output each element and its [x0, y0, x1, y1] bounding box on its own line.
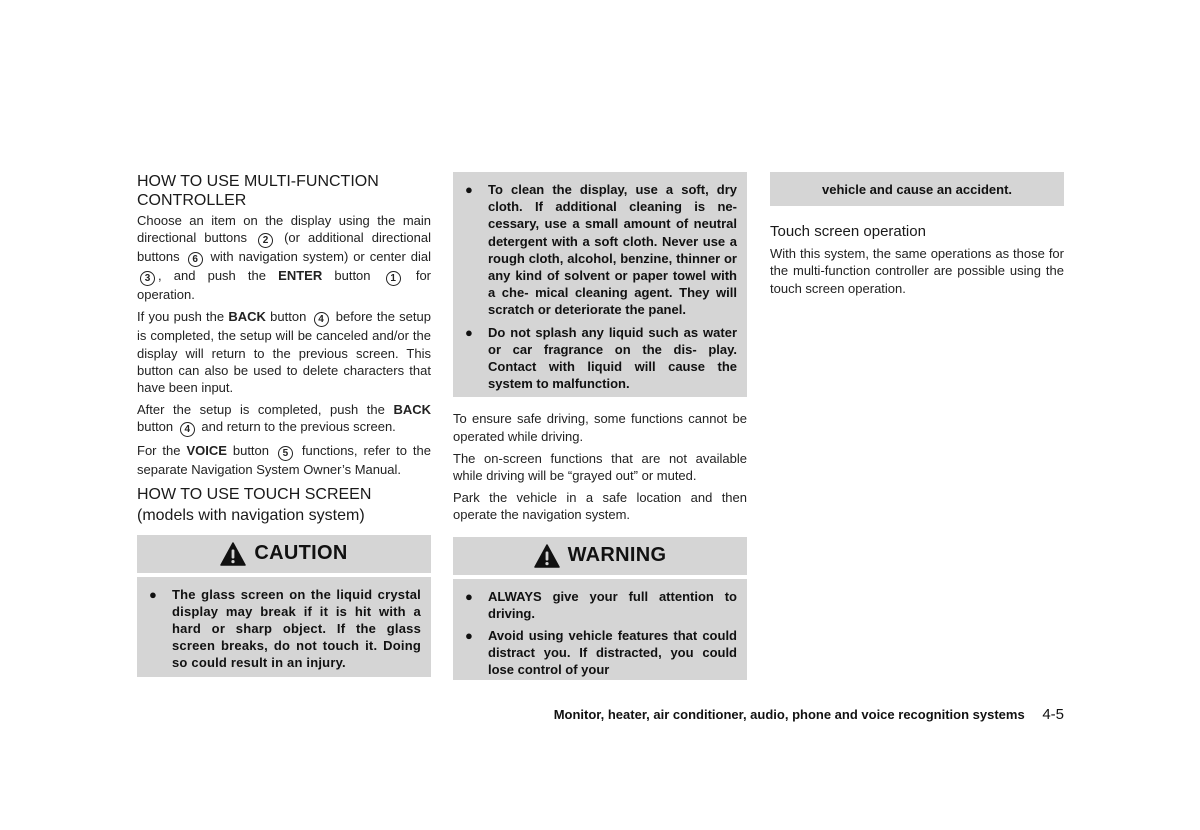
caution-label: CAUTION: [254, 542, 348, 565]
warning-triangle-icon: [220, 542, 246, 566]
footer-section-title: Monitor, heater, air conditioner, audio, phone and voice recognition systems: [553, 707, 1025, 722]
paragraph-safe-driving: To ensure safe driving, some functions cannot be operated while driving.: [453, 411, 747, 444]
warning-item: ● ALWAYS give your full attention to driving.: [465, 588, 737, 621]
caution-body-continued: [453, 172, 747, 397]
warning-label: WARNING: [567, 544, 667, 567]
paragraph-back-button: If you push the BACK button 4 before the setup is completed, the setup will be canceled and/or the display will return to the previous screen. This button can also be used to delete characters that have been input.: [137, 309, 431, 396]
warning-item: ● Avoid using vehicle features that could distract you. If distracted, you could lose control of your: [465, 628, 737, 678]
caution-item: ● The glass screen on the liquid crystal display may break if it is hit with a hard or sharp object. If the glass screen breaks, do not touch it. Doing so could result in an injury.: [149, 586, 421, 671]
bullet-icon: ●: [465, 324, 473, 340]
keyword-enter: ENTER: [278, 268, 323, 284]
page-footer: [453, 706, 1064, 723]
callout-1-icon: 1: [386, 271, 401, 286]
page-number: 4-5: [1042, 706, 1064, 723]
heading-touch-screen: HOW TO USE TOUCH SCREEN: [137, 485, 372, 503]
callout-5-icon: 5: [278, 446, 293, 461]
keyword-voice: VOICE: [186, 443, 227, 459]
bullet-icon: ●: [465, 182, 473, 197]
callout-4-icon: 4: [314, 312, 329, 327]
paragraph-choose-item: Choose an item on the display using the main directional buttons 2 (or additional directional buttons 6 with navigation system) or center dial 3 , and push the ENTER button 1 for operation.: [137, 213, 432, 303]
paragraph-after-setup: After the setup is completed, push the BACK button 4 and return to the previous screen.: [137, 402, 431, 436]
warning-body-continued: vehicle and cause an accident.: [770, 172, 1064, 206]
caution-item: ● Do not splash any liquid such as water or car fragrance on the dis- play. Contact with liquid will cause the system to malfunction.: [465, 324, 737, 392]
heading-touch-screen-sub: (models with navigation system): [137, 506, 365, 524]
warning-triangle-icon: [534, 544, 560, 568]
caution-item: ● To clean the display, use a soft, dry cloth. If additional cleaning is ne- cessary, use a small amount of neutral detergent with a soft cloth. Never use a rough cloth, alcohol, benzine, thinner or any kind of solvent or paper towel with a che- mical cleaning agent. They will scratch or deteriorate the panel.: [465, 182, 737, 318]
callout-3-icon: 3: [140, 271, 155, 286]
callout-2-icon: 2: [258, 233, 273, 248]
keyword-back: BACK: [228, 309, 266, 325]
warning-body: [453, 579, 747, 680]
warning-header: [453, 537, 747, 575]
column-middle: [453, 172, 747, 680]
paragraph-voice-button: For the VOICE button 5 functions, refer to the separate Navigation System Owner’s Manual.: [137, 443, 431, 478]
column-left: [137, 172, 431, 677]
keyword-back: BACK: [393, 402, 431, 418]
paragraph-grayed-out: The on-screen functions that are not available while driving will be “grayed out” or muted.: [453, 450, 747, 484]
bullet-icon: ●: [465, 588, 473, 604]
paragraph-park-vehicle: Park the vehicle in a safe location and then operate the navigation system.: [453, 490, 747, 523]
heading-touch-screen-operation: Touch screen operation: [770, 223, 926, 241]
column-right: [770, 172, 1064, 302]
bullet-icon: ●: [465, 628, 473, 644]
callout-4-icon: 4: [180, 422, 195, 437]
bullet-icon: ●: [149, 586, 158, 602]
heading-multi-function-controller: HOW TO USE MULTI-FUNCTION CONTROLLER: [137, 173, 379, 209]
callout-6-icon: 6: [188, 252, 203, 267]
caution-body: [137, 577, 431, 677]
paragraph-touch-screen-operation: With this system, the same operations as those for the multi-function controller are possible using the touch screen operation.: [770, 246, 1064, 296]
caution-header: [137, 535, 431, 573]
